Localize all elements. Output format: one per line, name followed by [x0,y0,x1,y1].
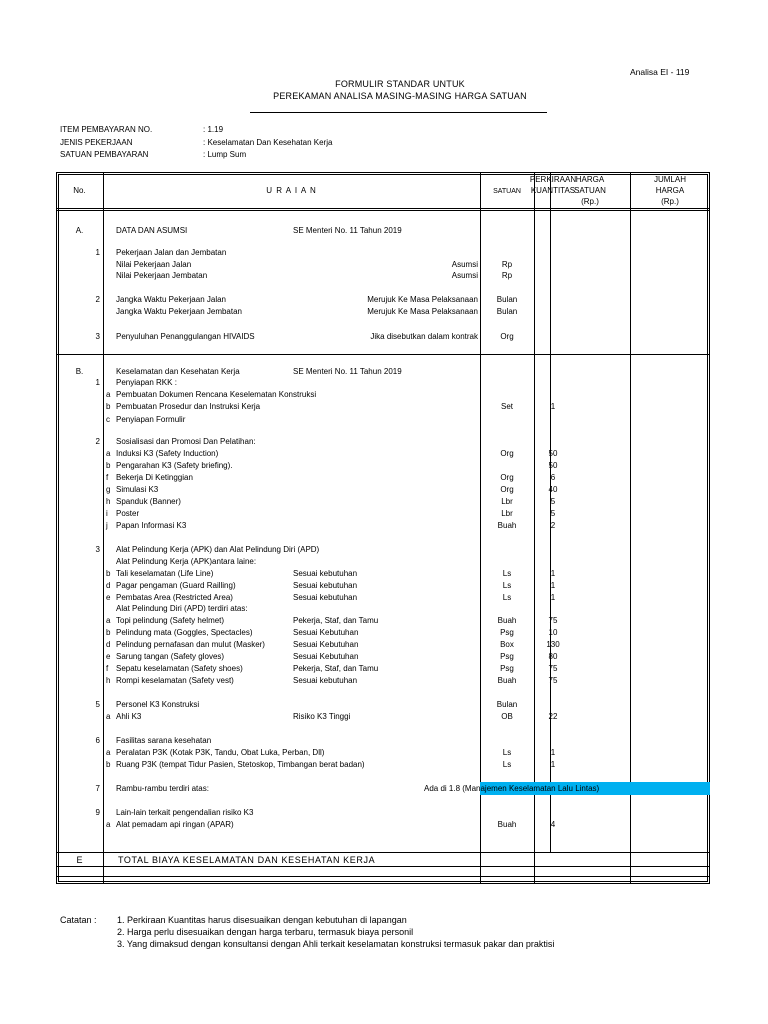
row-note: Sesuai kebutuhan [293,581,358,590]
row-uraian: Alat Pelindung Kerja (APK)antara laine: [116,557,257,566]
row-reference: Jika disebutkan dalam kontrak [370,332,478,341]
row-uraian: Sarung tangan (Safety gloves) [116,652,225,661]
row-uraian: Pembuatan Dokumen Rencana Keselematan Konstruksi [116,390,317,399]
row-note: Sesuai Kebutuhan [293,652,359,661]
total-label: TOTAL BIAYA KESELAMATAN DAN KESEHATAN KERJA [118,855,376,865]
note-item: 2. Harga perlu disesuaikan dengan harga terbaru, termasuk biaya personil [117,927,414,937]
row-sub-letter: b [106,569,111,578]
header-harga-1: HARGA [575,175,605,184]
row-item-no: 9 [95,808,100,817]
row-satuan: Rp [501,271,513,280]
row-uraian: Personel K3 Konstruksi [116,700,200,709]
row-sub-letter: e [106,652,111,661]
row-satuan: Lbr [501,497,513,506]
meta-value-item-no: : 1.19 [203,125,224,134]
row-satuan: Rp [501,260,513,269]
col-divider [103,172,104,884]
row-uraian: Alat Pelindung Diri (APD) terdiri atas: [116,604,248,613]
row-kuantitas: 5 [550,509,556,518]
header-jumlah-3: (Rp.) [661,197,679,206]
row-note: SE Menteri No. 11 Tahun 2019 [293,367,402,376]
row-sub-letter: e [106,593,111,602]
form-title-line-1: FORMULIR STANDAR UNTUK [335,79,465,89]
row-note: Sesuai Kebutuhan [293,640,359,649]
row-uraian: Jangka Waktu Pekerjaan Jalan [116,295,226,304]
row-kuantitas: 10 [548,628,558,637]
row-note: Sesuai Kebutuhan [293,628,359,637]
row-satuan: OB [501,712,513,721]
row-item-no: 1 [95,378,100,387]
row-satuan: Set [500,402,513,411]
row-note: Risiko K3 Tinggi [293,712,351,721]
row-satuan: Psg [500,664,514,673]
row-uraian: Rambu-rambu terdiri atas: [116,784,209,793]
row-kuantitas: 80 [548,652,558,661]
row-uraian: Topi pelindung (Safety helmet) [116,616,225,625]
header-row-divider [56,208,710,209]
row-uraian: Pelindung pernafasan dan mulut (Masker) [116,640,265,649]
row-uraian: Poster [116,509,140,518]
row-uraian: Pembatas Area (Restricted Area) [116,593,233,602]
row-reference: Merujuk Ke Masa Pelaksanaan [367,295,478,304]
row-item-no: 6 [95,736,100,745]
row-sub-letter: a [106,712,111,721]
row-uraian: Keselamatan dan Kesehatan Kerja [116,367,240,376]
row-sub-letter: a [106,748,111,757]
row-kuantitas: 4 [550,820,556,829]
row-sub-letter: b [106,402,111,411]
row-kuantitas: 50 [548,449,558,458]
row-kuantitas: 1 [550,569,556,578]
row-sub-letter: f [106,664,109,673]
row-sub-letter: b [106,628,111,637]
title-underline [250,112,547,113]
row-kuantitas: 1 [550,593,556,602]
row-kuantitas: 50 [548,461,558,470]
col-divider [630,172,631,884]
row-kuantitas: 6 [550,473,556,482]
row-kuantitas: 75 [548,664,558,673]
row-sub-letter: a [106,449,111,458]
row-uraian: Ruang P3K (tempat Tidur Pasien, Stetoskop, Timbangan berat badan) [116,760,365,769]
row-uraian: Penyuluhan Penanggulangan HIVAIDS [116,332,255,341]
row-sub-letter: d [106,581,111,590]
meta-value-satuan: : Lump Sum [203,150,247,159]
row-reference: Merujuk Ke Masa Pelaksanaan [367,307,478,316]
row-sub-letter: h [106,676,111,685]
row-satuan: Ls [502,581,512,590]
header-jumlah-1: JUMLAH [653,175,686,184]
row-satuan: Org [500,473,514,482]
row-item-no: 3 [95,545,100,554]
row-uraian: Alat pemadam api ringan (APAR) [116,820,234,829]
row-kuantitas: 1 [550,581,556,590]
row-divider [56,866,710,867]
row-note: Sesuai kebutuhan [293,569,358,578]
row-item-no: 7 [95,784,100,793]
row-item-no: 5 [95,700,100,709]
row-uraian: Simulasi K3 [116,485,159,494]
row-kuantitas: 1 [550,402,556,411]
row-uraian: Nilai Pekerjaan Jembatan [116,271,208,280]
row-satuan: Box [500,640,514,649]
row-satuan: Ls [502,748,512,757]
row-uraian: Pekerjaan Jalan dan Jembatan [116,248,227,257]
row-sub-letter: j [106,521,108,530]
row-uraian: Sepatu keselamatan (Safety shoes) [116,664,243,673]
section-divider [56,354,710,355]
header-kuantitas-1: PERKIRAAN [529,175,577,184]
meta-label-jenis: JENIS PEKERJAAN [60,138,133,147]
meta-label-item-no: ITEM PEMBAYARAN NO. [60,125,153,134]
row-sub-letter: g [106,485,111,494]
row-satuan: Org [500,332,514,341]
header-jumlah-2: HARGA [655,186,685,195]
row-sub-letter: a [106,390,111,399]
row-uraian: Fasilitas sarana kesehatan [116,736,212,745]
row-uraian: Nilai Pekerjaan Jalan [116,260,192,269]
row-sub-letter: i [106,509,108,518]
row-uraian: Ahli K3 [116,712,142,721]
row-kuantitas: 5 [550,497,556,506]
row-sub-letter: h [106,497,111,506]
row-uraian: Induksi K3 (Safety Induction) [116,449,219,458]
row-uraian: Penyiapan RKK : [116,378,177,387]
row-uraian: Bekerja Di Ketinggian [116,473,193,482]
row-reference: Asumsi [451,271,478,280]
row-satuan: Buah [497,616,517,625]
header-uraian: U R A I A N [266,186,317,195]
row-uraian: Pelindung mata (Goggles, Spectacles) [116,628,253,637]
row-uraian: Papan Informasi K3 [116,521,187,530]
row-item-no: 2 [95,437,100,446]
header-no: No. [73,186,86,195]
header-harga-2: SATUAN [574,186,606,195]
row-sub-letter: a [106,820,111,829]
row-uraian: DATA DAN ASUMSI [116,226,188,235]
row-uraian: Lain-lain terkait pengendalian risiko K3 [116,808,254,817]
row-note: Sesuai kebutuhan [293,676,358,685]
row-note: SE Menteri No. 11 Tahun 2019 [293,226,402,235]
total-row-top [56,852,710,853]
row-kuantitas: 22 [548,712,558,721]
row-item-no: 3 [95,332,100,341]
row-kuantitas: 75 [548,676,558,685]
row-sub-letter: b [106,760,111,769]
row-uraian: Peralatan P3K (Kotak P3K, Tandu, Obat Luka, Perban, Dll) [116,748,325,757]
row-satuan: Bulan [496,307,518,316]
row-satuan: Psg [500,652,514,661]
row-sub-letter: b [106,461,111,470]
row-section-no: B. [75,367,84,376]
document-reference: Analisa EI - 119 [630,67,690,77]
row-divider [56,876,710,877]
total-no: E [76,855,83,865]
row-satuan: Lbr [501,509,513,518]
row-section-no: A. [75,226,84,235]
row-satuan: Bulan [496,700,518,709]
row-note: Pekerja, Staf, dan Tamu [293,616,379,625]
row-uraian: Penyiapan Formulir [116,415,186,424]
row-satuan: Buah [497,521,517,530]
row-satuan: Ls [502,593,512,602]
row-kuantitas: 40 [548,485,558,494]
analysis-table [56,172,710,884]
row-sub-letter: a [106,616,111,625]
row-kuantitas: 1 [550,760,556,769]
row-satuan: Org [500,449,514,458]
row-item-no: 1 [95,248,100,257]
row-satuan: Buah [497,676,517,685]
header-satuan: SATUAN [493,188,521,195]
row-item-no: 2 [95,295,100,304]
row-uraian: Pengarahan K3 (Safety briefing). [116,461,233,470]
notes-label: Catatan : [60,915,97,925]
row-satuan: Ls [502,760,512,769]
row-uraian: Alat Pelindung Kerja (APK) dan Alat Pelindung Diri (APD) [116,545,320,554]
note-item: 3. Yang dimaksud dengan konsultansi dengan Ahli terkait keselamatan konstruksi termasuk pakar dan praktisi [117,939,555,949]
row-span-note: Ada di 1.8 (Manajemen Keselamatan Lalu Lintas) [424,784,600,793]
meta-value-jenis: : Keselamatan Dan Kesehatan Kerja [203,138,333,147]
row-uraian: Jangka Waktu Pekerjaan Jembatan [116,307,242,316]
row-satuan: Ls [502,569,512,578]
header-kuantitas-2: KUANTITAS [530,186,576,195]
row-kuantitas: 130 [546,640,560,649]
note-item: 1. Perkiraan Kuantitas harus disesuaikan dengan kebutuhan di lapangan [117,915,407,925]
row-uraian: Sosialisasi dan Promosi Dan Pelatihan: [116,437,256,446]
row-sub-letter: d [106,640,111,649]
row-sub-letter: f [106,473,109,482]
row-uraian: Pagar pengaman (Guard Railling) [116,581,236,590]
form-title-line-2: PEREKAMAN ANALISA MASING-MASING HARGA SATUAN [273,91,527,101]
row-uraian: Pembuatan Prosedur dan Instruksi Kerja [116,402,261,411]
row-uraian: Rompi keselamatan (Safety vest) [116,676,234,685]
row-satuan: Org [500,485,514,494]
row-satuan: Psg [500,628,514,637]
header-harga-3: (Rp.) [581,197,599,206]
row-kuantitas: 1 [550,748,556,757]
row-uraian: Tali keselamatan (Life Line) [116,569,214,578]
meta-label-satuan: SATUAN PEMBAYARAN [60,150,149,159]
row-satuan: Bulan [496,295,518,304]
row-note: Sesuai kebutuhan [293,593,358,602]
row-kuantitas: 75 [548,616,558,625]
row-note: Pekerja, Staf, dan Tamu [293,664,379,673]
row-satuan: Buah [497,820,517,829]
row-reference: Asumsi [451,260,478,269]
row-uraian: Spanduk (Banner) [116,497,181,506]
row-kuantitas: 2 [550,521,556,530]
row-sub-letter: c [106,415,110,424]
header-row-divider [56,210,710,211]
